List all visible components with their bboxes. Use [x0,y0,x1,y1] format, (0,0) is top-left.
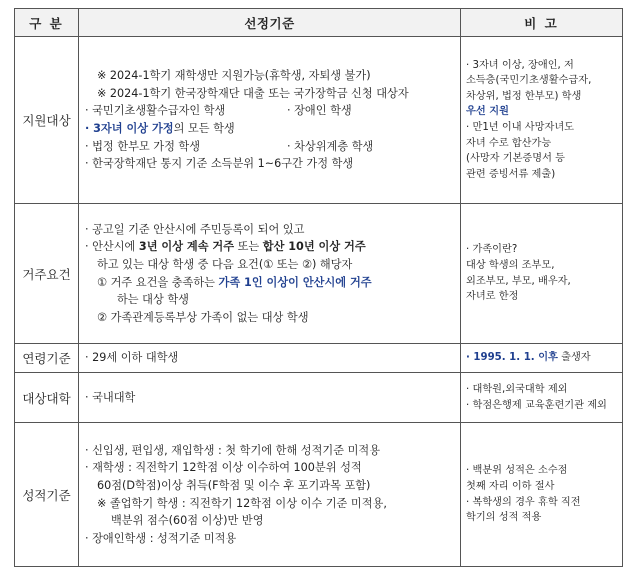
criteria-cell: · 국내대학 [79,373,461,423]
remarks-cell: · 3자녀 이상, 장애인, 저 소득층(국민기초생활수급자, 차상위, 법정 한부모) 학생 우선 지원 · 만1년 이내 사망자녀도 자녀 수로 합산가능 (사망자 기본증명서 등 관련 증빙서류 제출) [461,37,623,204]
row-label: 성적기준 [15,423,79,567]
remarks-cell: · 백분위 성적은 소수점 첫째 자리 이하 절사 · 복학생의 경우 휴학 직전 학기의 성적 적용 [461,423,623,567]
selection-criteria-table [14,8,623,567]
header-category: 구 분 [15,9,79,37]
header-row [15,9,623,37]
row-label: 연령기준 [15,344,79,373]
row-label: 지원대상 [15,37,79,204]
criteria-cell: · 신입생, 편입생, 재입학생 : 첫 학기에 한해 성적기준 미적용 · 재학생 : 직전학기 12학점 이상 이수하여 100분위 성적 60점(D학점)이상 취득(F학점 및 이수 후 포기과목 포함) ※ 졸업학기 학생 : 직전학기 12학점 이상 이수 기준 미적용, 백분위 점수(60점 이상)만 반영 · 장애인학생 : 성적기준 미적용 [79,423,461,567]
row-label: 거주요건 [15,204,79,344]
remarks-cell: · 1995. 1. 1. 이후 출생자 [461,344,623,373]
row-university [15,373,623,423]
header-criteria: 선정기준 [79,9,461,37]
row-grades [15,423,623,567]
remarks-cell: · 가족이란? 대상 학생의 조부모, 외조부모, 부모, 배우자, 자녀로 한정 [461,204,623,344]
row-label: 대상대학 [15,373,79,423]
criteria-cell: ※ 2024-1학기 재학생만 지원가능(휴학생, 자퇴생 불가) ※ 2024-1학기 한국장학재단 대출 또는 국가장학금 신청 대상자 · 국민기초생활수급자인 학생 · 장애인 학생 · 3자녀 이상 가정의 모든 학생 · 법정 한부모 가정 학생 · 차상위계층 학생 · 한국장학재단 통지 기준 소득분위 1~6구간 가정 학생 [79,37,461,204]
criteria-cell: · 공고일 기준 안산시에 주민등록이 되어 있고 · 안산시에 3년 이상 계속 거주 또는 합산 10년 이상 거주 하고 있는 대상 학생 중 다음 요건(① 또는 ②) 해당자 ① 거주 요건을 충족하는 가족 1인 이상이 안산시에 거주 하는 대상 학생 ② 가족관계등록부상 가족이 없는 대상 학생 [79,204,461,344]
criteria-cell: · 29세 이하 대학생 [79,344,461,373]
header-remarks: 비 고 [461,9,623,37]
row-age [15,344,623,373]
row-residence [15,204,623,344]
row-support-target [15,37,623,204]
remarks-cell: · 대학원,외국대학 제외 · 학점은행제 교육훈련기관 제외 [461,373,623,423]
